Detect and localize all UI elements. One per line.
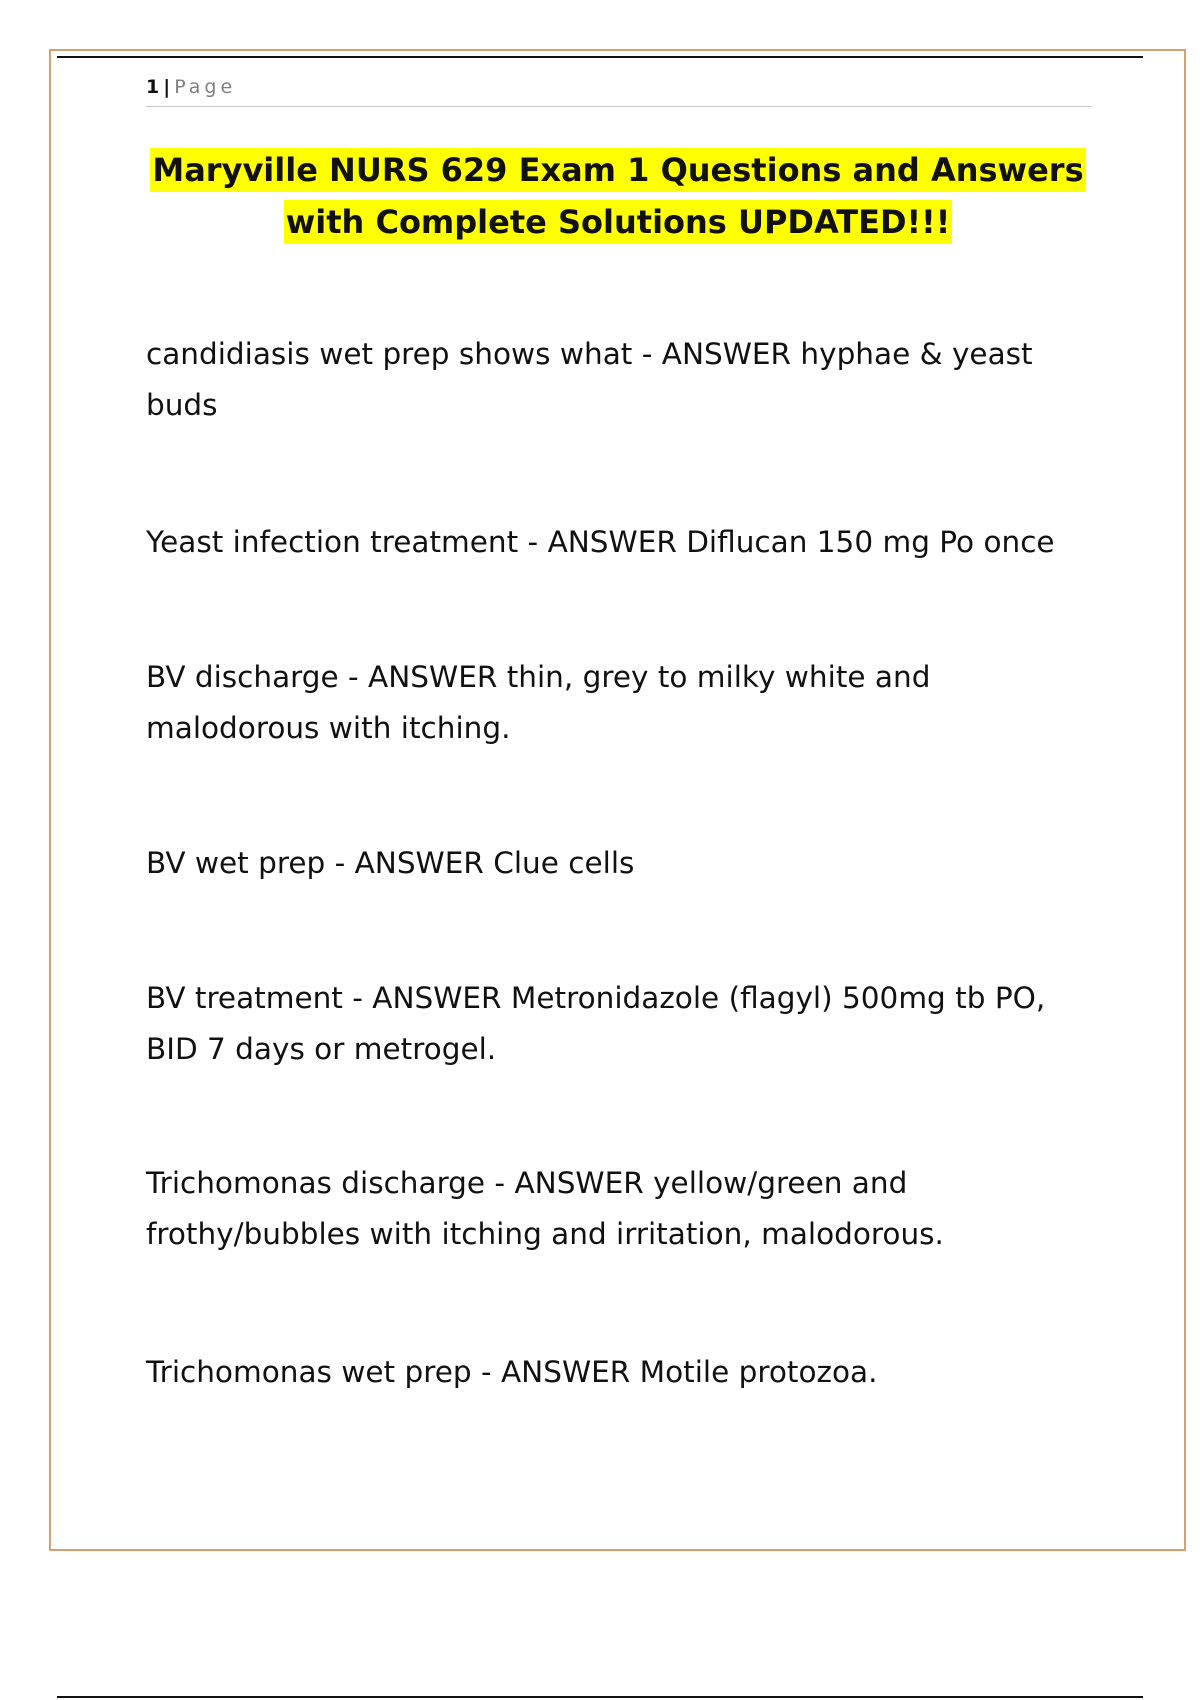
bottom-rule (57, 1696, 1143, 1698)
page-word: Page (174, 76, 237, 98)
qa-item: BV discharge - ANSWER thin, grey to milky white and malodorous with itching. (146, 660, 931, 745)
qa-item: Yeast infection treatment - ANSWER Diflucan 150 mg Po once (146, 525, 1055, 559)
top-rule (57, 56, 1143, 58)
title-line-2: with Complete Solutions UPDATED!!! (284, 200, 953, 244)
page-number: 1 (146, 76, 160, 98)
qa-item: Trichomonas discharge - ANSWER yellow/green and frothy/bubbles with itching and irritation, malodorous. (146, 1166, 944, 1251)
qa-item: Trichomonas wet prep - ANSWER Motile protozoa. (146, 1355, 878, 1389)
page-border (49, 49, 1186, 1551)
qa-item: candidiasis wet prep shows what - ANSWER hyphae & yeast buds (146, 337, 1033, 422)
qa-item: BV wet prep - ANSWER Clue cells (146, 846, 635, 880)
title-line-1: Maryville NURS 629 Exam 1 Questions and Answers (150, 148, 1085, 192)
document-title (100, 144, 1136, 248)
page-separator: | (163, 76, 171, 98)
page-header (146, 72, 1092, 107)
qa-item: BV treatment - ANSWER Metronidazole (flagyl) 500mg tb PO, BID 7 days or metrogel. (146, 981, 1046, 1066)
